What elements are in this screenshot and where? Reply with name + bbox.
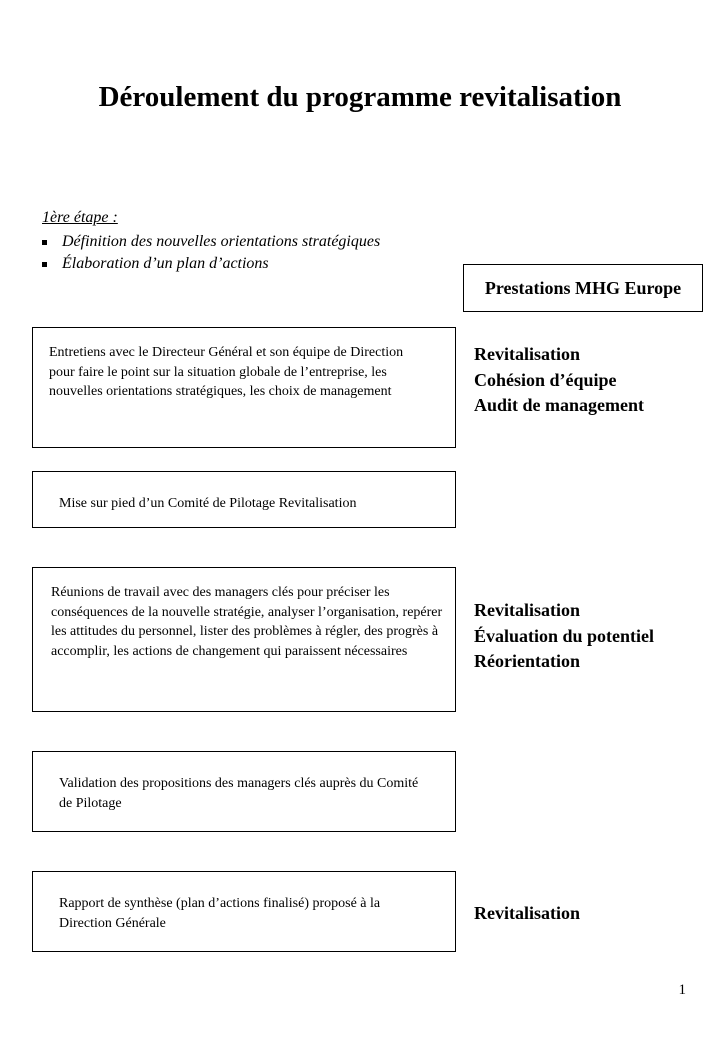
step-text: Mise sur pied d’un Comité de Pilotage Revitalisation [59,496,357,511]
stage-item [42,253,380,275]
step-text: Validation des propositions des managers clés auprès du Comité de Pilotage [59,776,419,811]
step-box-1 [32,327,456,448]
stage-list [42,231,380,275]
service-label: Revitalisation [474,903,580,923]
service-label: Audit de management [474,395,644,415]
square-bullet-icon [42,240,47,245]
step-text: Rapport de synthèse (plan d’actions finalisé) proposé à la Direction Générale [59,896,381,931]
step-box-2 [32,471,456,528]
step-box-5 [32,871,456,952]
service-label: Revitalisation [474,600,580,620]
step-text: Entretiens avec le Directeur Général et son équipe de Direction pour faire le point sur la situation globale de l’entreprise, les nouvelles orientations stratégiques, les choix de management [49,345,404,399]
page-number: 1 [678,982,686,998]
service-group-1 [474,342,644,419]
stage-heading: 1ère étape : [42,209,118,226]
service-label: Cohésion d’équipe [474,369,617,390]
service-label: Réorientation [474,651,580,671]
service-group-2 [474,598,654,675]
service-label: Évaluation du potentiel [474,625,655,646]
step-text: Réunions de travail avec des managers clés pour préciser les conséquences de la nouvelle stratégie, analyser l’organisation, repérer les attitudes du personnel, lister des problèmes à régler, des progrès à accomplir, les actions de changement qui paraissent nécessaires [51,585,443,659]
step-box-4 [32,751,456,832]
square-bullet-icon [42,262,47,267]
stage-item-label: Élaboration d’un plan d’actions [62,255,269,272]
service-group-3 [474,901,580,927]
page-title: Déroulement du programme revitalisation [98,81,622,113]
stage-section [42,207,380,275]
step-box-3 [32,567,456,712]
stage-item [42,231,380,253]
stage-item-label: Définition des nouvelles orientations stratégiques [62,233,381,250]
service-label: Revitalisation [474,344,580,364]
prestations-header-box: Prestations MHG Europe [463,264,703,312]
